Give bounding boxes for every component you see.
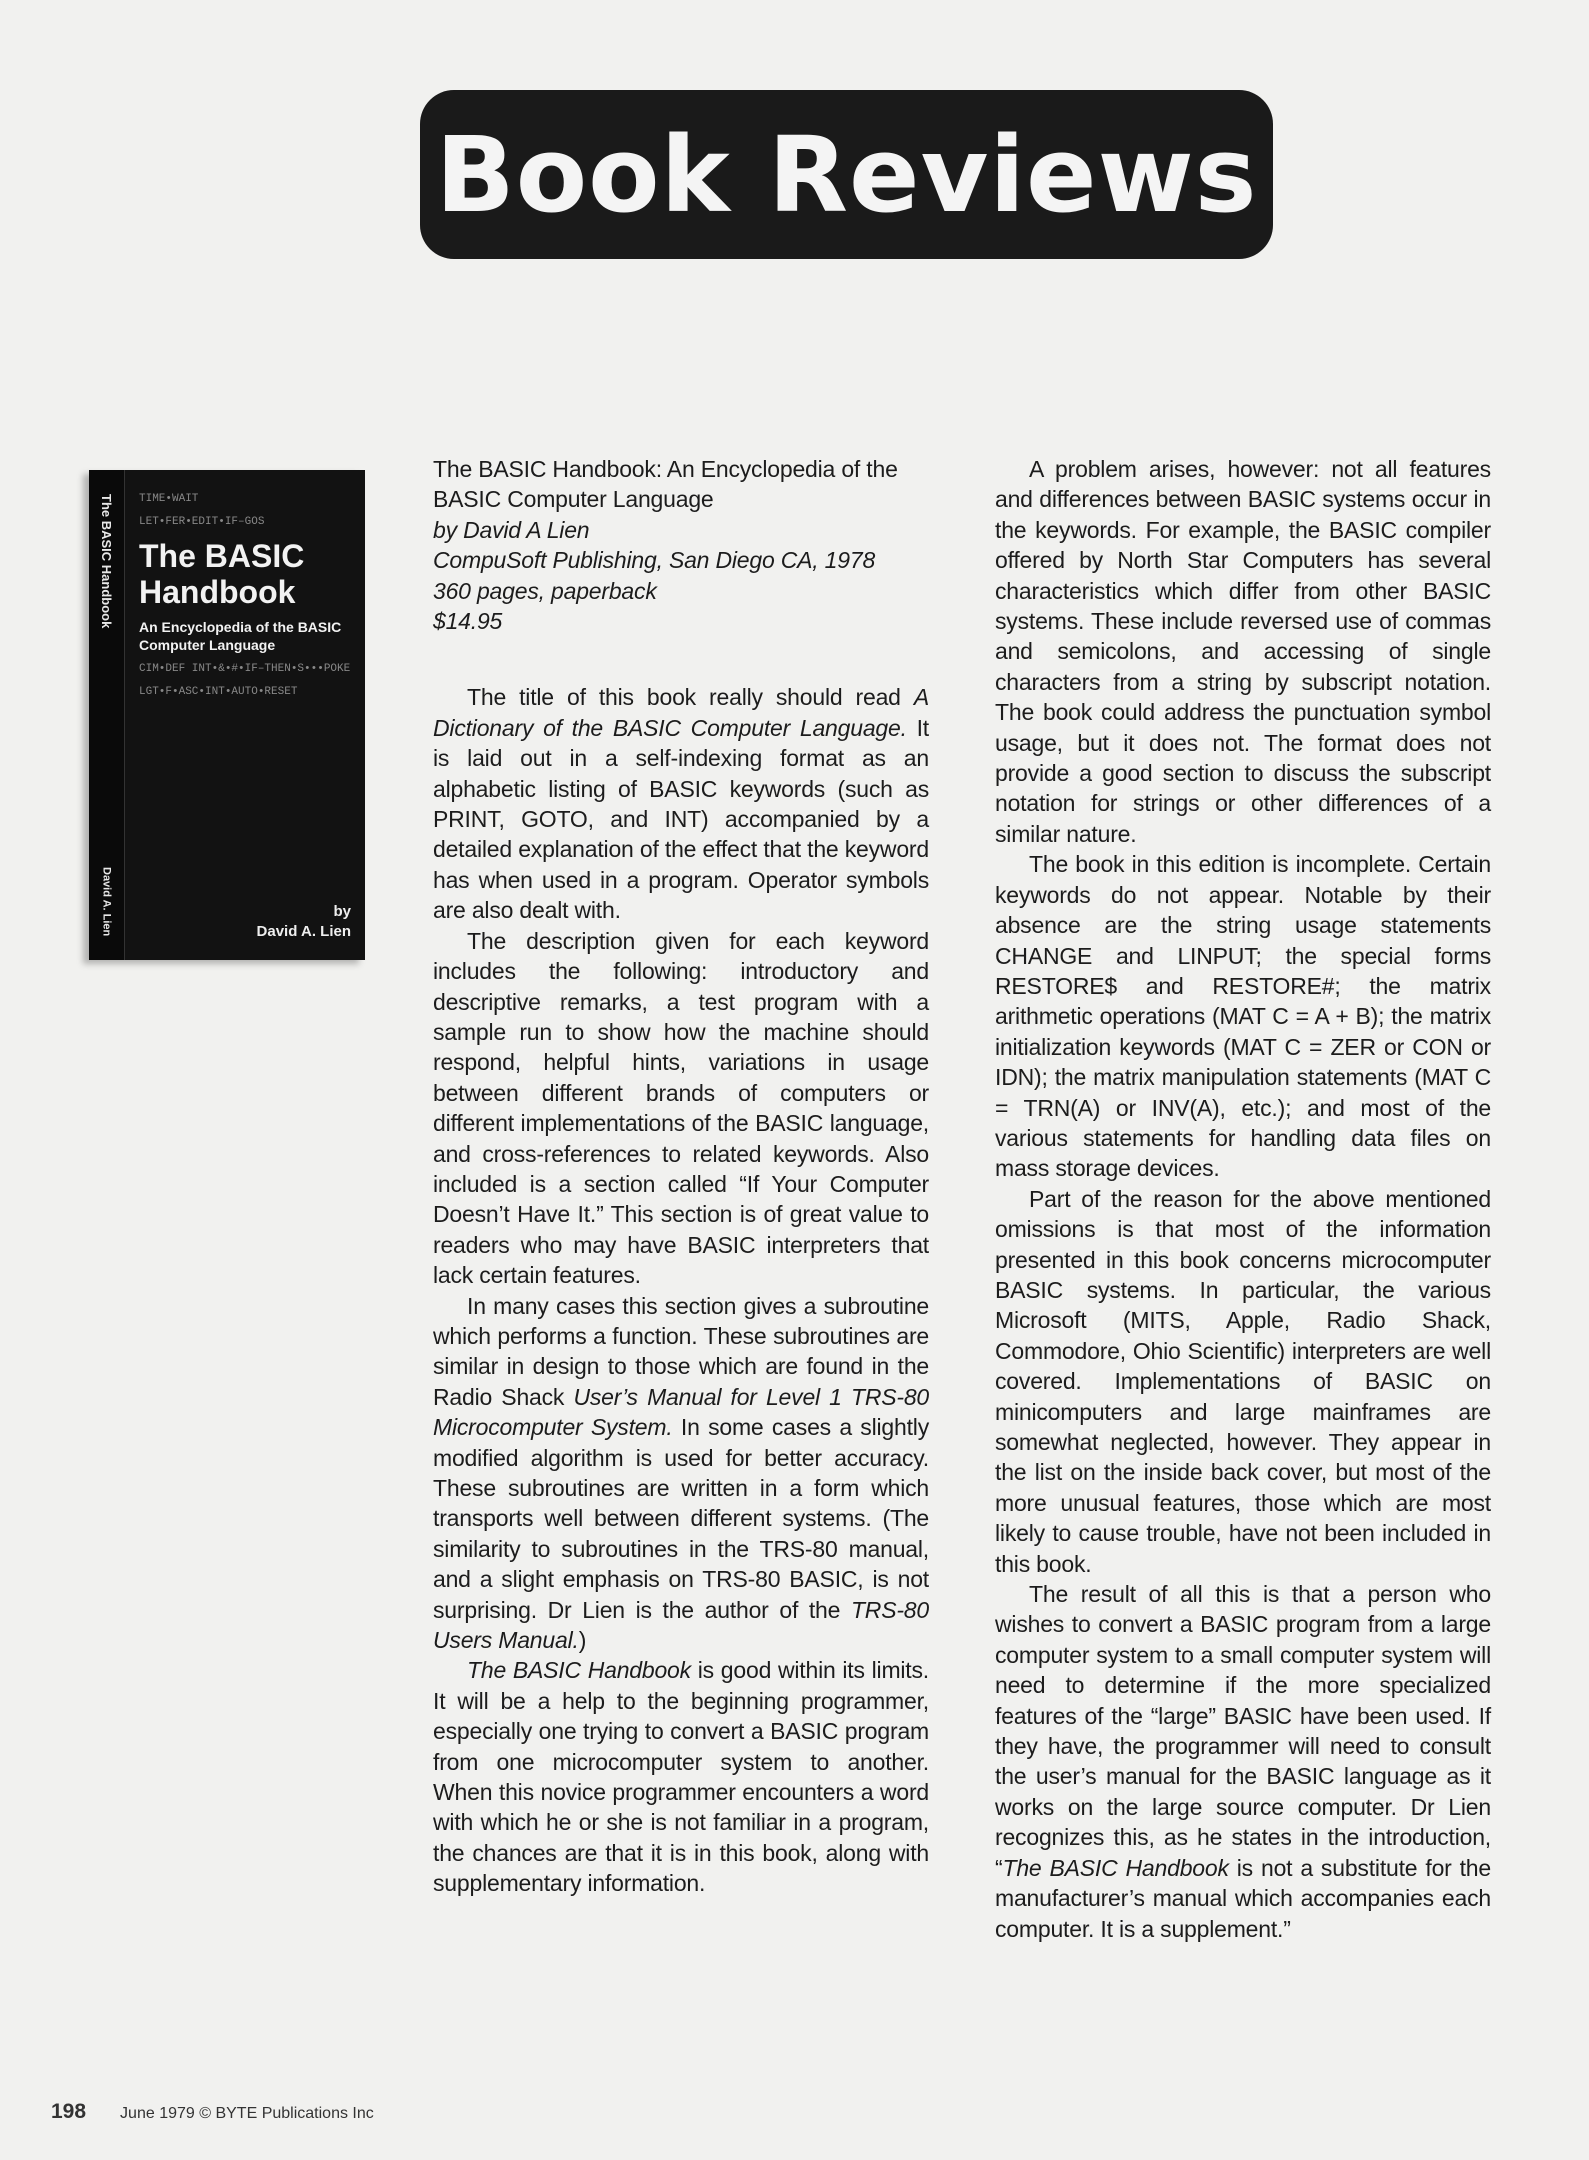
left-column [433,454,929,1899]
text-run: It is laid out in a self-indexing format as an alphabetic listing of BASIC keywords (such as PRINT, GOTO, and INT) accompanied by a detailed explanation of the effect that the keyword has when used in a program. Operator symbols are also dealt with. [433,714,929,924]
cover-keywords: TIME•WAIT [139,493,199,505]
text-run: ) [578,1627,587,1654]
text-run: The book in this edition is incomplete. Certain keywords do not appear. Notable by their absence are the string usage statements CHANGE and LINPUT; the special forms RESTORE$ and RESTORE#; the matrix arithmetic operations (MAT C = A + B); the matrix initialization keywords (MAT C = ZER or CON or IDN); the matrix manipulation statements (MAT C = TRN(A) or INV(A), etc.); and most of the various statements for handling data files on mass storage devices. [995,851,1491,1182]
cover-author: David A. Lien [256,923,351,940]
text-run: A problem arises, however: not all features and differences between BASIC systems occur in the keywords. For example, the BASIC compiler offered by North Star Computers has several characteristics which differ from other BASIC systems. These include reversed use of commas and semicolons, and accessing of single characters from a string by subscript notation. The book could address the punctuation symbol usage, but it does not. The format does not provide a good section to discuss the subscript notation for strings or other differences of a similar nature. [995,456,1491,847]
text-run: is good within its limits. It will be a help to the beginning programmer, especially one trying to convert a BASIC program from one microcomputer system to another. When this novice programmer encounters a word with which he or she is not familiar in a program, the chances are that it is in this book, along with supplementary information. [433,1657,929,1897]
italic-text: The BASIC Handbook [467,1657,691,1684]
review-header [433,454,929,636]
text-run: The description given for each keyword includes the following: introductory and descriptive remarks, a test program with a sample run to show how the machine should respond, helpful hints, variations in usage between different brands of computers or different implementations of the BASIC language, and cross-references to related keywords. Also included is a section called “If Your Computer Doesn’t Have It.” This section is of great value to readers who may have BASIC interpreters that lack certain features. [433,927,929,1289]
page-footer [51,2100,374,2126]
book-pages: 360 pages, paperback [433,577,657,604]
book-title: The BASIC Handbook: An Encyclopedia of the BASIC Computer Language [433,456,898,513]
paragraph [995,849,1491,1183]
italic-text: The BASIC Handbook [1002,1854,1229,1881]
paragraph [995,1579,1491,1944]
cover-keywords: LGT•F•ASC•INT•AUTO•RESET [139,686,298,698]
text-run: Part of the reason for the above mentioned omissions is that most of the information presented in this book concerns microcomputer BASIC systems. In particular, the various Microsoft (MITS, Apple, Radio Shack, Commodore, Ohio Scientific) interpreters are well covered. Implementations of BASIC on minicomputers and large mainframes are somewhat neglected, however. They appear in the list on the inside back cover, but most of the more unusual features, those which are most likely to cause trouble, have not been included in this book. [995,1185,1491,1577]
spine-author: David A. Lien [100,866,113,936]
paragraph [433,1291,929,1656]
text-run: The result of all this is that a person who wishes to convert a BASIC program from a large computer system to a small computer system will need to determine if the more specialized features of the “large” BASIC have been used. If they have, the programmer will need to consult the user’s manual for the BASIC language as it works on the large source computer. Dr Lien recognizes this, as he states in the introduction, “ [995,1581,1491,1881]
book-author: by David A Lien [433,516,590,543]
paragraph [433,1655,929,1898]
cover-by: by [333,903,351,920]
cover-subtitle: An Encyclopedia of the BASIC Computer Language [139,619,342,653]
footer-credit: June 1979 © BYTE Publications Inc [120,2105,374,2122]
section-title: Book Reviews [435,113,1258,236]
book-spine [89,470,125,960]
cover-keywords: CIM•DEF INT•&•#•IF–THEN•S•••POKE [139,663,351,675]
paragraph [433,926,929,1291]
text-run: is not a substitute for the manufacturer’s manual which accompanies each computer. It is a supplement.” [995,1854,1491,1942]
spine-title: The BASIC Handbook [99,494,114,629]
right-body [995,454,1491,1944]
book-publisher: CompuSoft Publishing, San Diego CA, 1978 [433,547,876,574]
text-run: In some cases a slightly modified algorithm is used for better accuracy. These subroutines are written in a form which transports well between different systems. (The similarity to subroutines in the TRS-80 manual, and a slight emphasis on TRS-80 BASIC, is not surprising. Dr Lien is the author of the [433,1414,929,1623]
italic-text: A Dictionary of the BASIC Computer Language. [433,684,929,741]
right-column [995,454,1491,1944]
left-body [433,682,929,1898]
cover-byline [139,902,351,942]
book-front [125,470,365,960]
italic-text: TRS-80 Users Manual. [433,1596,929,1654]
text-run: The title of this book really should read [467,684,914,711]
book-cover-image [89,470,365,960]
section-banner [420,90,1273,259]
italic-text: User’s Manual for Level 1 TRS-80 Microcomputer System. [433,1383,930,1441]
paragraph [433,682,929,925]
page-number: 198 [51,2100,87,2123]
cover-title: The BASIC Handbook [139,538,305,610]
cover-keywords: LET•FER•EDIT•IF–GOS [139,516,265,528]
text-run: In many cases this section gives a subroutine which performs a function. These subroutines are similar in design to those which are found in the Radio Shack [433,1292,929,1410]
paragraph [995,454,1491,849]
book-price: $14.95 [433,608,503,635]
paragraph [995,1184,1491,1579]
